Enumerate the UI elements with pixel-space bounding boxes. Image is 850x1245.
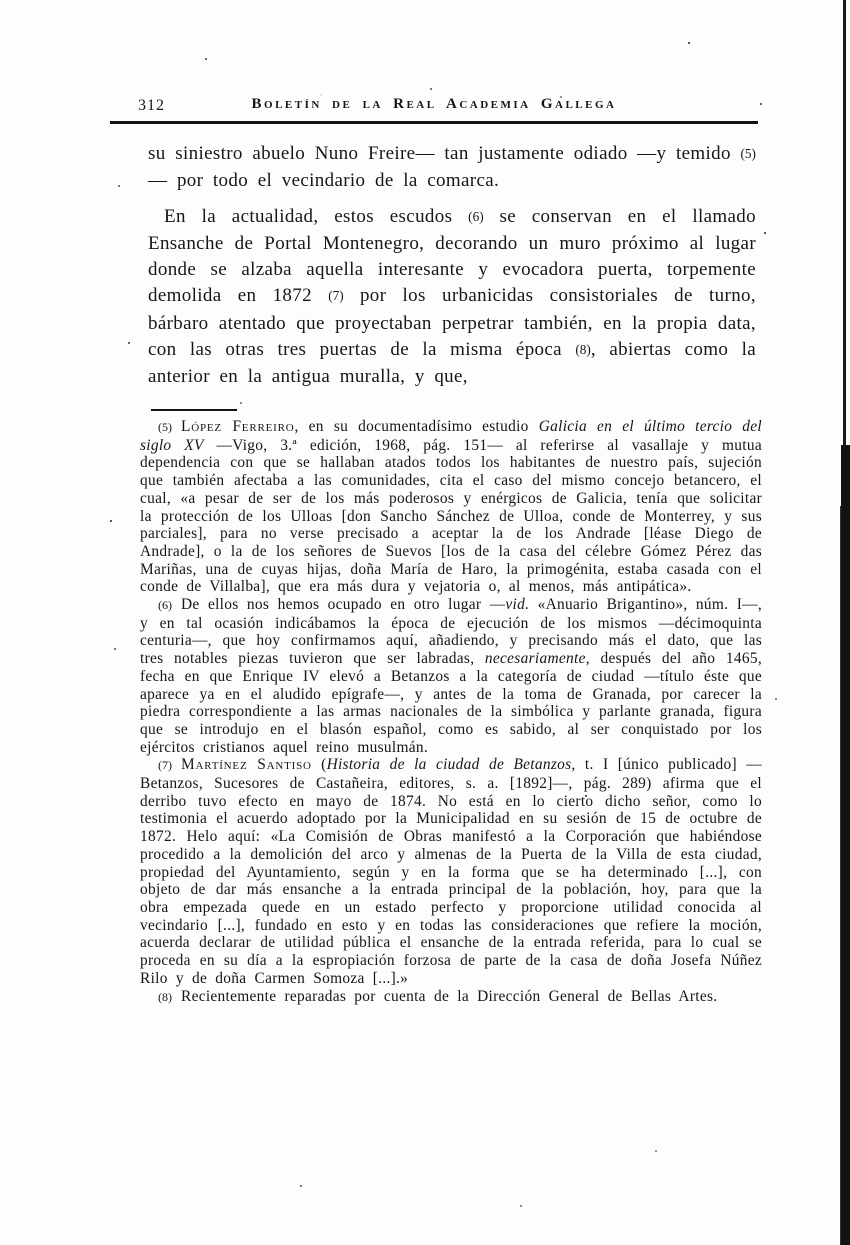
footnote-8-marker: (8) <box>158 989 172 1004</box>
running-head <box>110 96 758 118</box>
footnote-7-author: Martínez Santiso <box>181 756 312 774</box>
footnote-6-vid-abbrev: vid. <box>505 596 530 614</box>
scan-edge-artifact-thin <box>843 0 846 445</box>
body-paragraph-2 <box>148 204 756 391</box>
footnote-8-text-1: Recientemente reparadas por cuenta de la Dirección General de Bellas Artes. <box>181 987 718 1005</box>
footnote-6-text-3: , después del año 1465, fecha en que Enrique IV elevó a Betanzos a la categoría de ciudad —título éste que aparece ya en el aludido epígrafe—, y antes de la toma de Granada, por carecer la piedra correspondiente a las armas nacionales de la simbólica y parlante granada, figura que se introdujo en el blasón español, como es sabido, al ser conquistado por los ejércitos cristianos aquel reino musulmán. <box>140 650 762 756</box>
footnote-ref-8: (8) <box>575 342 591 358</box>
footnote-6-marker: (6) <box>158 598 172 613</box>
p1-text-2: — por todo el vecindario de la comarca. <box>148 170 500 192</box>
footnote-5-marker: (5) <box>158 420 172 434</box>
footnote-7-book-title: Historia de la ciudad de Betanzos <box>326 756 572 774</box>
footnote-7 <box>140 756 762 987</box>
footnote-ref-7: (7) <box>328 288 344 304</box>
body-text <box>148 141 756 391</box>
journal-title: Boletín de la Real Academia Gallega <box>251 96 617 112</box>
footnote-8 <box>140 988 762 1007</box>
footnote-ref-5: (5) <box>740 146 756 161</box>
footnote-7-marker: (7) <box>158 758 172 773</box>
footnote-6-text-1: De ellos nos hemos ocupado en otro lugar — <box>181 596 506 614</box>
footnotes-section <box>140 418 762 1006</box>
p2-text-2: se conservan en el llamado Ensanche de Portal Montenegro, decorando un muro próximo al lugar donde se alzaba aquella interesante y evocadora puerta, torpemente demolida en 1872 <box>148 205 756 307</box>
scan-edge-artifact-thick <box>841 445 850 1245</box>
footnote-7-text-2: , t. I [único publicado] —Betanzos, Sucesores de Castañeira, editores, s. a. [1892]—, pág. 289) afirma que el derribo tuvo efecto en mayo de 1874. No está en lo cierto dicho señor, como lo testimonia el acuerdo adoptado por la Municipalidad en su sesión de 15 de octubre de 1872. Helo aquí: «La Comisión de Obras manifestó a la Corporación que habiéndose procedido a la demolición del arco y almenas de la Puerta de la Villa de esta ciudad, propiedad del Ayuntamiento, según y en la forma que se ha determinado [...], con objeto de dar más ensanche a la entrada principal de la población, hoy, para que la obra empezada quede en un estado perfecto y proporcione utilidad conocida al vecindario [...], fundado en esto y en todas las consideraciones que refiere la moción, acuerda declarar de utilidad pública el ensanche de la entrada referida, para lo cual se proceda en su día a la espropiación forzosa de parte de la casa de doña Josefa Núñez Rilo y de doña Carmen Somoza [...].» <box>140 756 762 987</box>
footnote-6-text-2: «Anuario Brigantino», núm. I—, y en tal ocasión indicábamos la época de ejecución de los mismos —décimoquinta centuria—, que hoy confirmamos aquí, añadiendo, y precisando más el dato, que las tres notables piezas tuvieron que ser labradas, <box>140 596 762 668</box>
footnote-6 <box>140 596 762 756</box>
footnote-6-emphasis: necesariamente <box>484 650 586 668</box>
scan-noise-specks <box>0 0 2 2</box>
footnote-5-text-2: —Vigo, 3.ª edición, 1968, pág. 151— al referirse al vasallaje y mutua dependencia con que se hallaban atados todos los habitantes de nuestro país, sujeción que también afectaba a las comunidades, cita el caso del mismo concejo betancero, el cual, «a pesar de ser de los más poderosos y enérgicos de Galicia, tenía que solicitar la protección de los Ulloas [don Sancho Sánchez de Ulloa, conde de Monterrey, y sus parciales], para no verse precisado a aceptar la de los Andrade [léase Diego de Andrade], o la de los señores de Suevos [los de la casa del célebre Gómez Pérez das Mariñas, una de cuyas hijas, doña María de Haro, la primogénita, estaba casada con el conde de Villalba], que era más dura y vejatoria o, al menos, más antipática». <box>140 436 762 596</box>
p2-text-1: En la actualidad, estos escudos <box>164 205 469 227</box>
body-paragraph-1 <box>148 141 756 195</box>
p2-text-3: por los urbanicidas consistoriales de turno, bárbaro atentado que proyectaban perpetrar también, en la propia data, con las otras tres puertas de la misma época <box>148 285 756 361</box>
footnote-5-author: López Ferreiro <box>181 418 295 435</box>
p2-text-4: , abiertas como la anterior en la antigua muralla, y que, <box>148 339 756 388</box>
page-number: 312 <box>138 97 165 114</box>
p1-text-1: su siniestro abuelo Nuno Freire— tan justamente odiado —y temido <box>148 143 741 164</box>
footnote-5-book-title: Galicia en el último tercio del siglo XV <box>140 418 762 454</box>
footnote-ref-6: (6) <box>468 208 484 224</box>
footnote-separator <box>151 409 237 411</box>
footnote-5-text-1: , en su documentadísimo estudio <box>294 418 539 435</box>
footnote-7-text-1: ( <box>311 756 327 774</box>
header-rule <box>110 121 758 124</box>
footnote-5 <box>140 418 762 596</box>
